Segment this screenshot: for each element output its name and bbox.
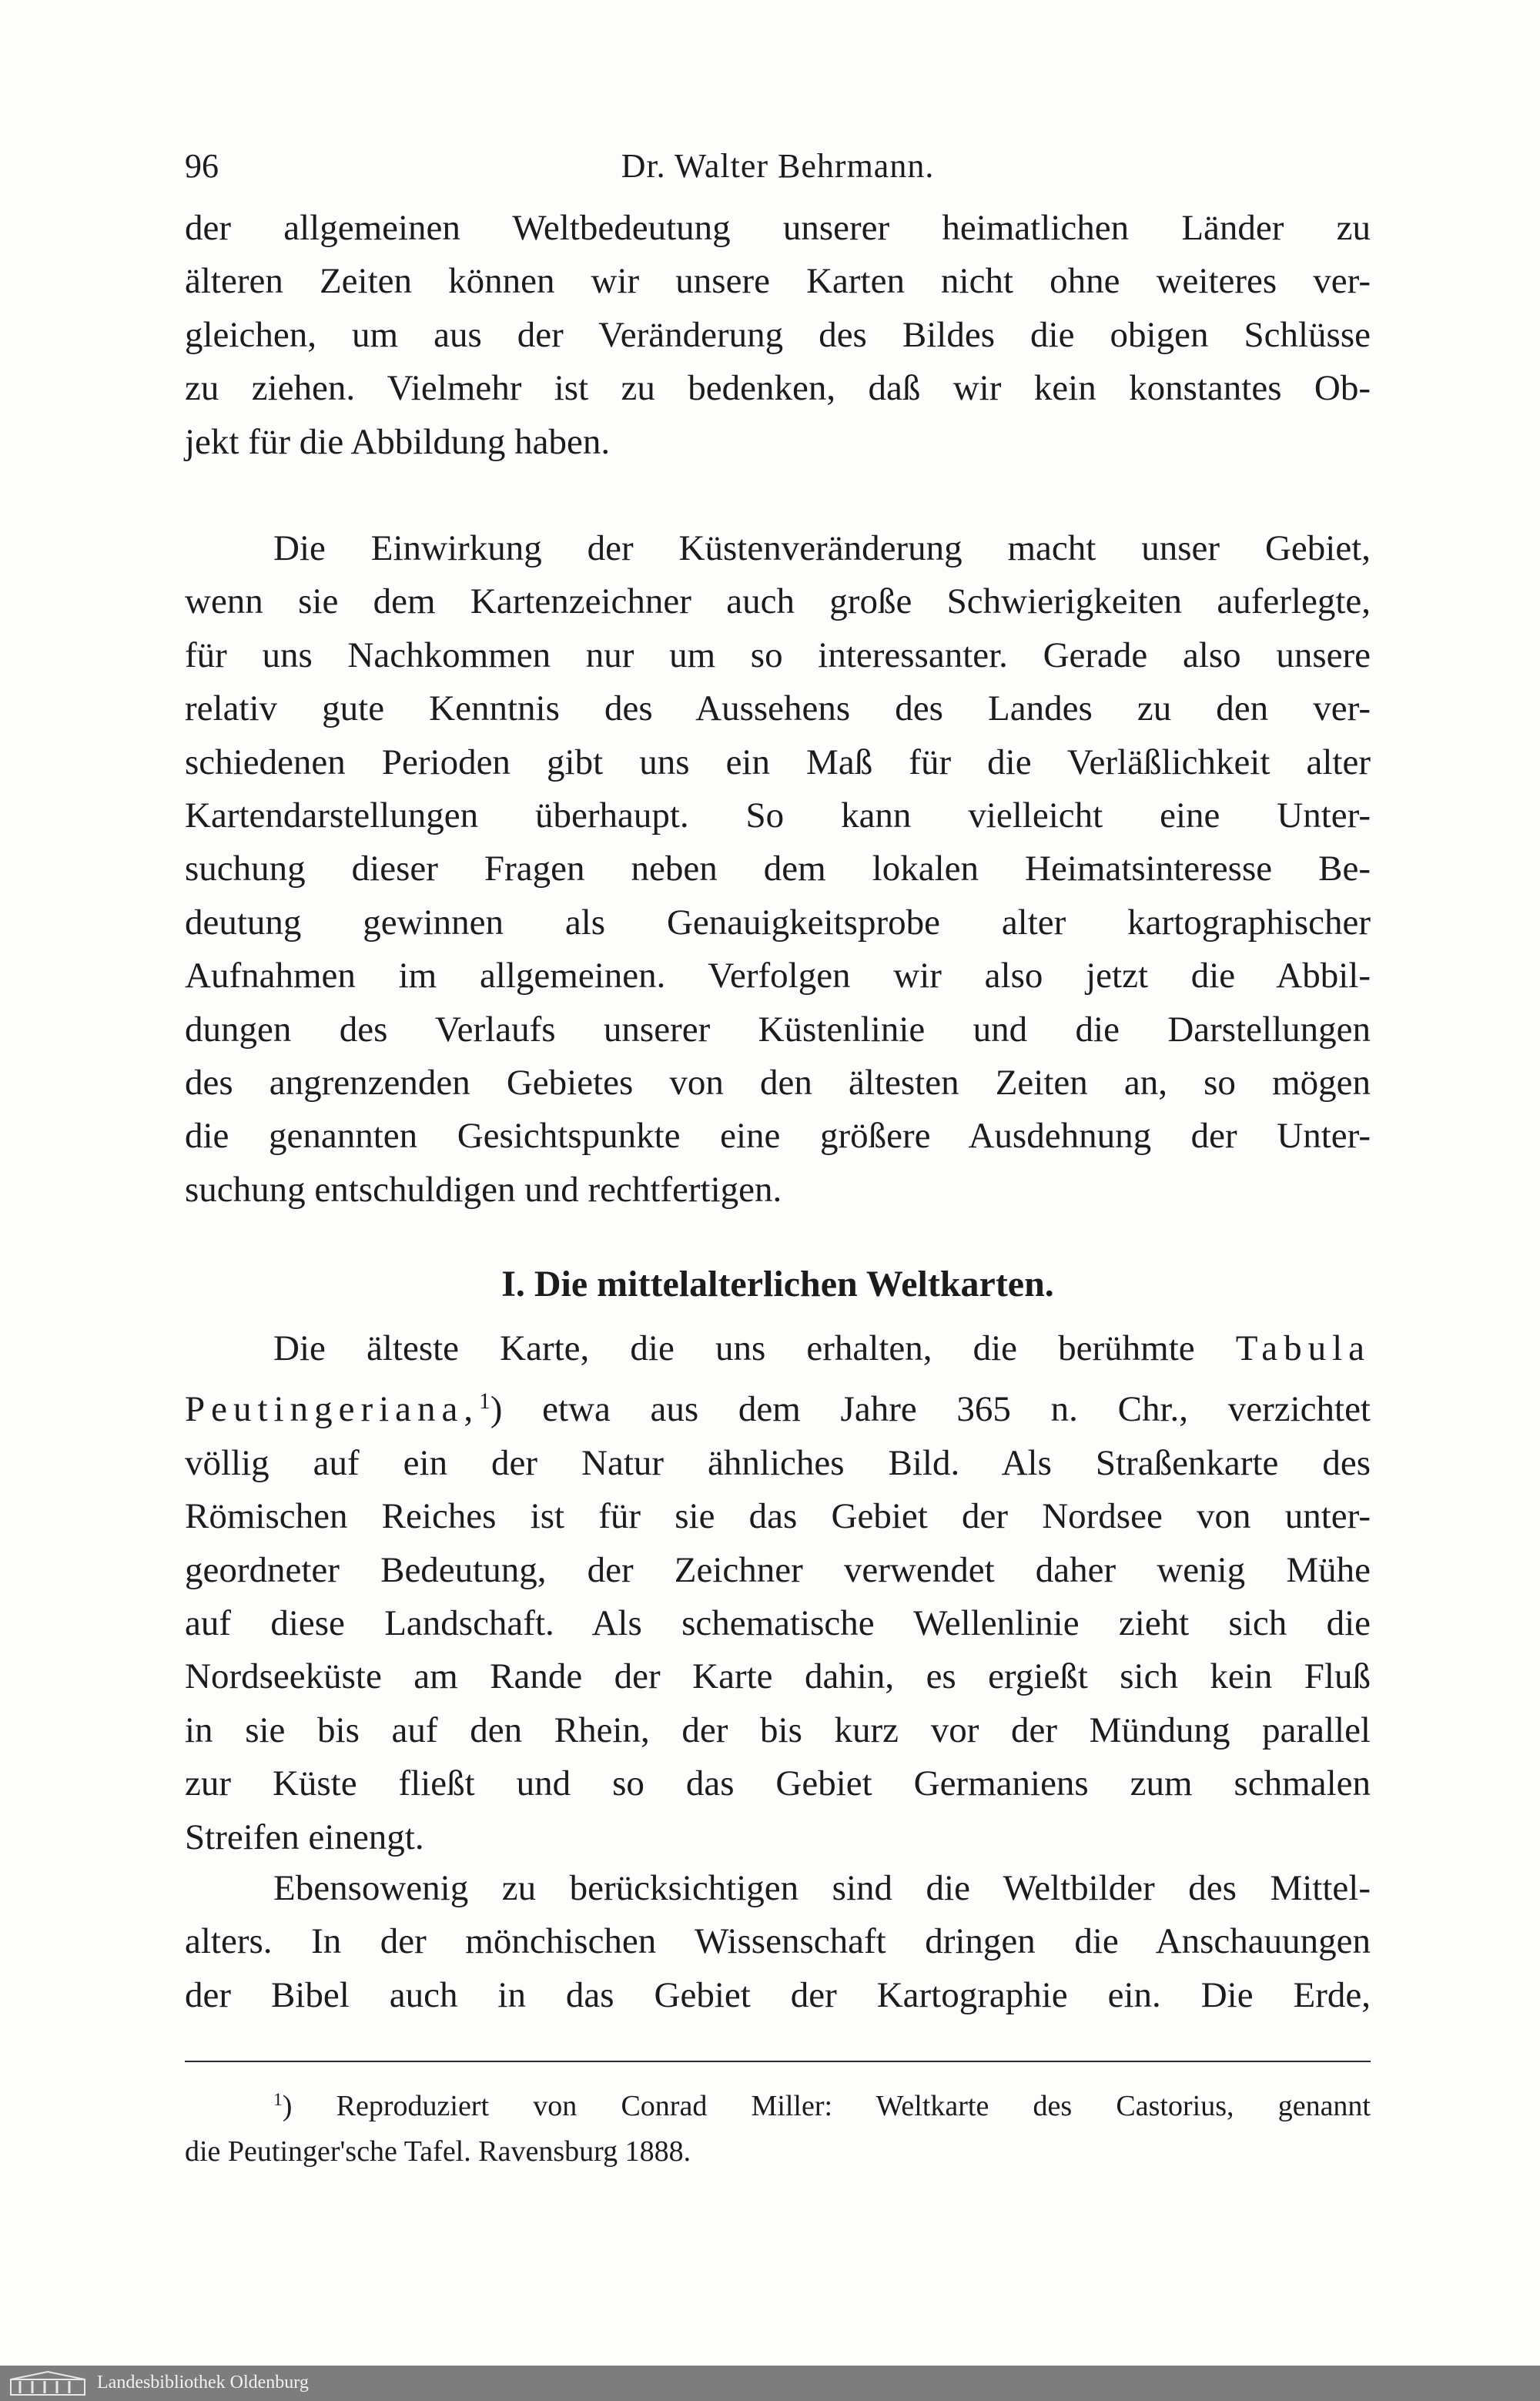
text-line: zur Küste fließt und so das Gebiet Germaniens zum schmalen: [185, 1763, 1371, 1804]
text-line: [185, 1322, 1371, 1375]
text-line: auf diese Landschaft. Als schematische Wellenlinie zieht sich die: [185, 1603, 1371, 1644]
text-line: Die Einwirkung der Küstenveränderung macht unser Gebiet,: [273, 528, 1371, 568]
text-line: deutung gewinnen als Genauigkeitsprobe alter kartographischer: [185, 902, 1371, 943]
text-segment: Die älteste Karte, die uns erhalten, die berühmte: [273, 1328, 1195, 1368]
paragraph-2: [185, 522, 1371, 1217]
footnote-divider: [185, 2061, 1371, 2062]
footnote-line: [185, 2078, 1371, 2129]
footnote-marker: 1: [479, 1389, 490, 1415]
text-line: wenn sie dem Kartenzeichner auch große Schwierigkeiten auferlegte,: [185, 581, 1371, 622]
text-line: schiedenen Perioden gibt uns ein Maß für die Verläßlichkeit alter: [185, 742, 1371, 782]
text-line: Streifen einengt.: [185, 1817, 424, 1857]
text-line: Ebensowenig zu berücksichtigen sind die Weltbilder des Mittel-: [273, 1868, 1371, 1908]
text-line: zu ziehen. Vielmehr ist zu bedenken, daß wir kein konstantes Ob-: [185, 368, 1371, 409]
footnote-marker: 1: [273, 2090, 283, 2110]
text-line: Kartendarstellungen überhaupt. So kann vielleicht eine Unter-: [185, 795, 1371, 836]
page-header: [185, 146, 1371, 193]
paragraph-3: [185, 1322, 1371, 1864]
text-line: Aufnahmen im allgemeinen. Verfolgen wir also jetzt die Abbil-: [185, 956, 1371, 996]
text-line: der allgemeinen Weltbedeutung unserer heimatlichen Länder zu: [185, 208, 1371, 248]
spaced-title: Tabula: [1235, 1328, 1371, 1368]
text-line: in sie bis auf den Rhein, der bis kurz vor der Mündung parallel: [185, 1709, 1371, 1750]
section-heading: I. Die mittelalterlichen Weltkarten.: [501, 1264, 1054, 1304]
footnote: [185, 2078, 1371, 2175]
text-line: Nordseeküste am Rande der Karte dahin, es ergießt sich kein Fluß: [185, 1656, 1371, 1697]
library-building-icon: [9, 2370, 86, 2396]
text-line: des angrenzenden Gebietes von den ältesten Zeiten an, so mögen: [185, 1063, 1371, 1103]
text-line: älteren Zeiten können wir unsere Karten nicht ohne weiteres ver-: [185, 261, 1371, 302]
page-number: 96: [185, 147, 219, 185]
paragraph-4: [185, 1862, 1371, 2022]
spaced-title: Peutingeriana,: [185, 1389, 480, 1430]
text-line: für uns Nachkommen nur um so interessanter. Gerade also unsere: [185, 635, 1371, 675]
text-line: die genannten Gesichtspunkte eine größere Ausdehnung der Unter-: [185, 1116, 1371, 1157]
text-line: [185, 1375, 1371, 1436]
text-line: relativ gute Kenntnis des Aussehens des Landes zu den ver-: [185, 688, 1371, 729]
text-line: alters. In der mönchischen Wissenschaft dringen die Anschauungen: [185, 1921, 1371, 1962]
text-line: suchung dieser Fragen neben dem lokalen Heimatsinteresse Be-: [185, 849, 1371, 889]
running-head: Dr. Walter Behrmann.: [621, 147, 935, 185]
text-line: Römischen Reiches ist für sie das Gebiet der Nordsee von unter-: [185, 1496, 1371, 1537]
text-segment: ) etwa aus dem Jahre 365 n. Chr., verzichtet: [490, 1389, 1371, 1430]
text-line: suchung entschuldigen und rechtfertigen.: [185, 1169, 782, 1210]
library-name: Landesbibliothek Oldenburg: [97, 2373, 309, 2393]
library-footer-bar: [0, 2366, 1540, 2401]
text-line: dungen des Verlaufs unserer Küstenlinie und die Darstellungen: [185, 1009, 1371, 1050]
footnote-line: die Peutinger'sche Tafel. Ravensburg 1888.: [185, 2135, 691, 2168]
text-line: gleichen, um aus der Veränderung des Bildes die obigen Schlüsse: [185, 314, 1371, 355]
text-line: jekt für die Abbildung haben.: [185, 421, 611, 462]
footnote-text: ) Reproduziert von Conrad Miller: Weltkarte des Castorius, genannt: [282, 2089, 1371, 2122]
text-line: völlig auf ein der Natur ähnliches Bild. Als Straßenkarte des: [185, 1442, 1371, 1483]
text-line: geordneter Bedeutung, der Zeichner verwendet daher wenig Mühe: [185, 1549, 1371, 1590]
text-line: der Bibel auch in das Gebiet der Kartographie ein. Die Erde,: [185, 1974, 1371, 2015]
paragraph-1: [185, 202, 1371, 469]
